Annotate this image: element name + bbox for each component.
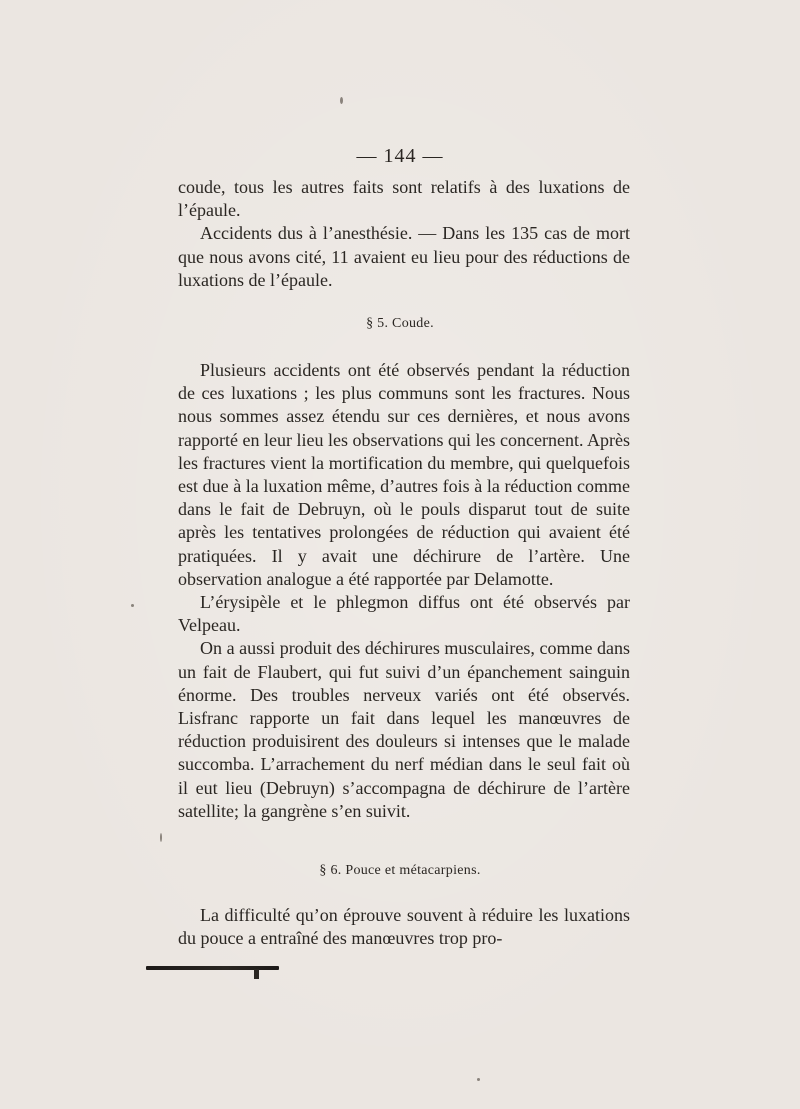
paper-speck xyxy=(160,833,162,842)
paragraph-anesthesia: Accidents dus à l’anesthésie. — Dans les 135 cas de mort que nous avons cité, 11 avaient eu lieu pour des réductions de luxations de l’épaule. xyxy=(178,223,630,290)
paper-speck xyxy=(477,1078,480,1081)
paragraph-continuation: coude, tous les autres faits sont relatifs à des luxations de l’épaule. xyxy=(178,177,630,221)
paragraph-dechirures: On a aussi produit des déchirures musculaires, comme dans un fait de Flaubert, qui fut suivi d’un épanchement sainguin énorme. Des troubles nerveux variés ont été observés. Lisfranc rapporte un fait dans lequel les manœuvres de réduction produisirent des douleurs si intenses que le malade succomba. L’arrachement du nerf médian dans le seul fait où il eut lieu (Debruyn) s’accompagna de déchirure de l’artère satellite; la gangrène s’en suivit. xyxy=(178,638,630,821)
section-heading-coude: § 5. Coude. xyxy=(366,316,434,331)
paragraph-accidents: Plusieurs accidents ont été observés pendant la réduction de ces luxations ; les plus communs sont les fractures. Nous nous sommes assez étendu sur ces dernières, et nous avons rapporté en leur lieu les observations qui les concernent. Après les fractures vient la mortification du membre, qui quelquefois est due à la luxation même, d’autres fois à la réduction comme dans le fait de Debruyn, où le pouls disparut tout de suite après les tentatives prolongées de réduction qui avaient été pratiquées. Il y avait une déchirure de l’artère. Une observation analogue a été rapportée par Delamotte. xyxy=(178,360,630,589)
ink-underline-mark xyxy=(146,966,279,970)
paragraph-difficulte: La difficulté qu’on éprouve souvent à réduire les luxations du pouce a entraîné des manœuvres trop pro- xyxy=(178,905,630,949)
paper-speck xyxy=(131,604,134,607)
paper-speck xyxy=(340,97,343,104)
paragraph-erysipele: L’érysipèle et le phlegmon diffus ont été observés par Velpeau. xyxy=(178,592,630,636)
page-number: — 144 — xyxy=(356,145,444,167)
section-coude-body xyxy=(178,359,630,823)
opening-text-block xyxy=(178,176,630,292)
section-pouce-body xyxy=(178,904,630,950)
section-heading-pouce: § 6. Pouce et métacarpiens. xyxy=(319,863,481,878)
